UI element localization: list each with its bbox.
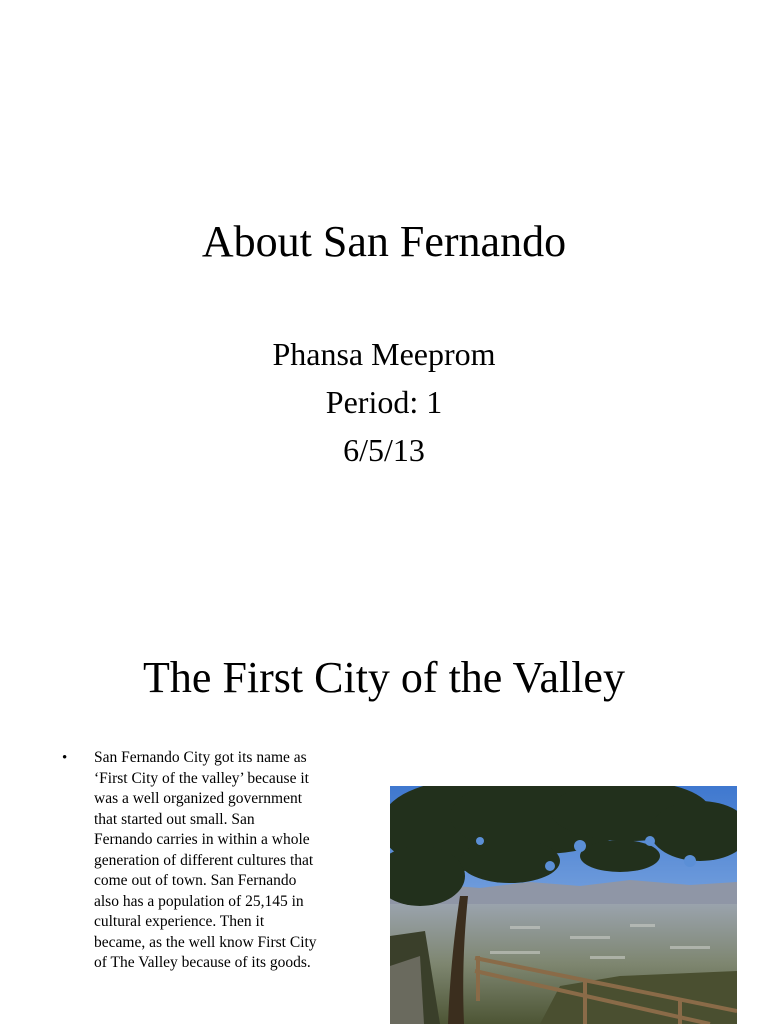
valley-landscape-photo: [390, 786, 737, 1024]
bullet-line: was a well organized government: [94, 790, 303, 807]
subtitle-block: [0, 330, 768, 474]
bullet-line: cultural experience. Then it: [94, 913, 265, 930]
slide-first-city: [0, 600, 768, 1024]
page-title: About San Fernando: [201, 217, 567, 266]
bullet-line: come out of town. San Fernando: [94, 872, 297, 889]
bullet-item: [94, 748, 376, 974]
bullet-marker: •: [62, 750, 68, 766]
bullet-line: also has a population of 25,145 in: [94, 892, 304, 910]
bullet-line: of The Valley because of its goods.: [94, 954, 311, 971]
bullet-line: became, as the well know First City: [94, 933, 317, 951]
bullet-line: that started out small. San: [94, 810, 255, 828]
bullet-line: San Fernando City got its name as: [94, 749, 307, 766]
bullet-line: Fernando carries in within a whole: [94, 831, 310, 848]
slide-heading: The First City of the Valley: [143, 653, 625, 702]
bullet-line: ‘First City of the valley’ because it: [94, 769, 309, 787]
class-period: Period: 1: [325, 384, 443, 420]
bullet-line: generation of different cultures that: [94, 851, 314, 869]
author-name: Phansa Meeprom: [272, 336, 496, 372]
date-text: 6/5/13: [343, 432, 425, 468]
